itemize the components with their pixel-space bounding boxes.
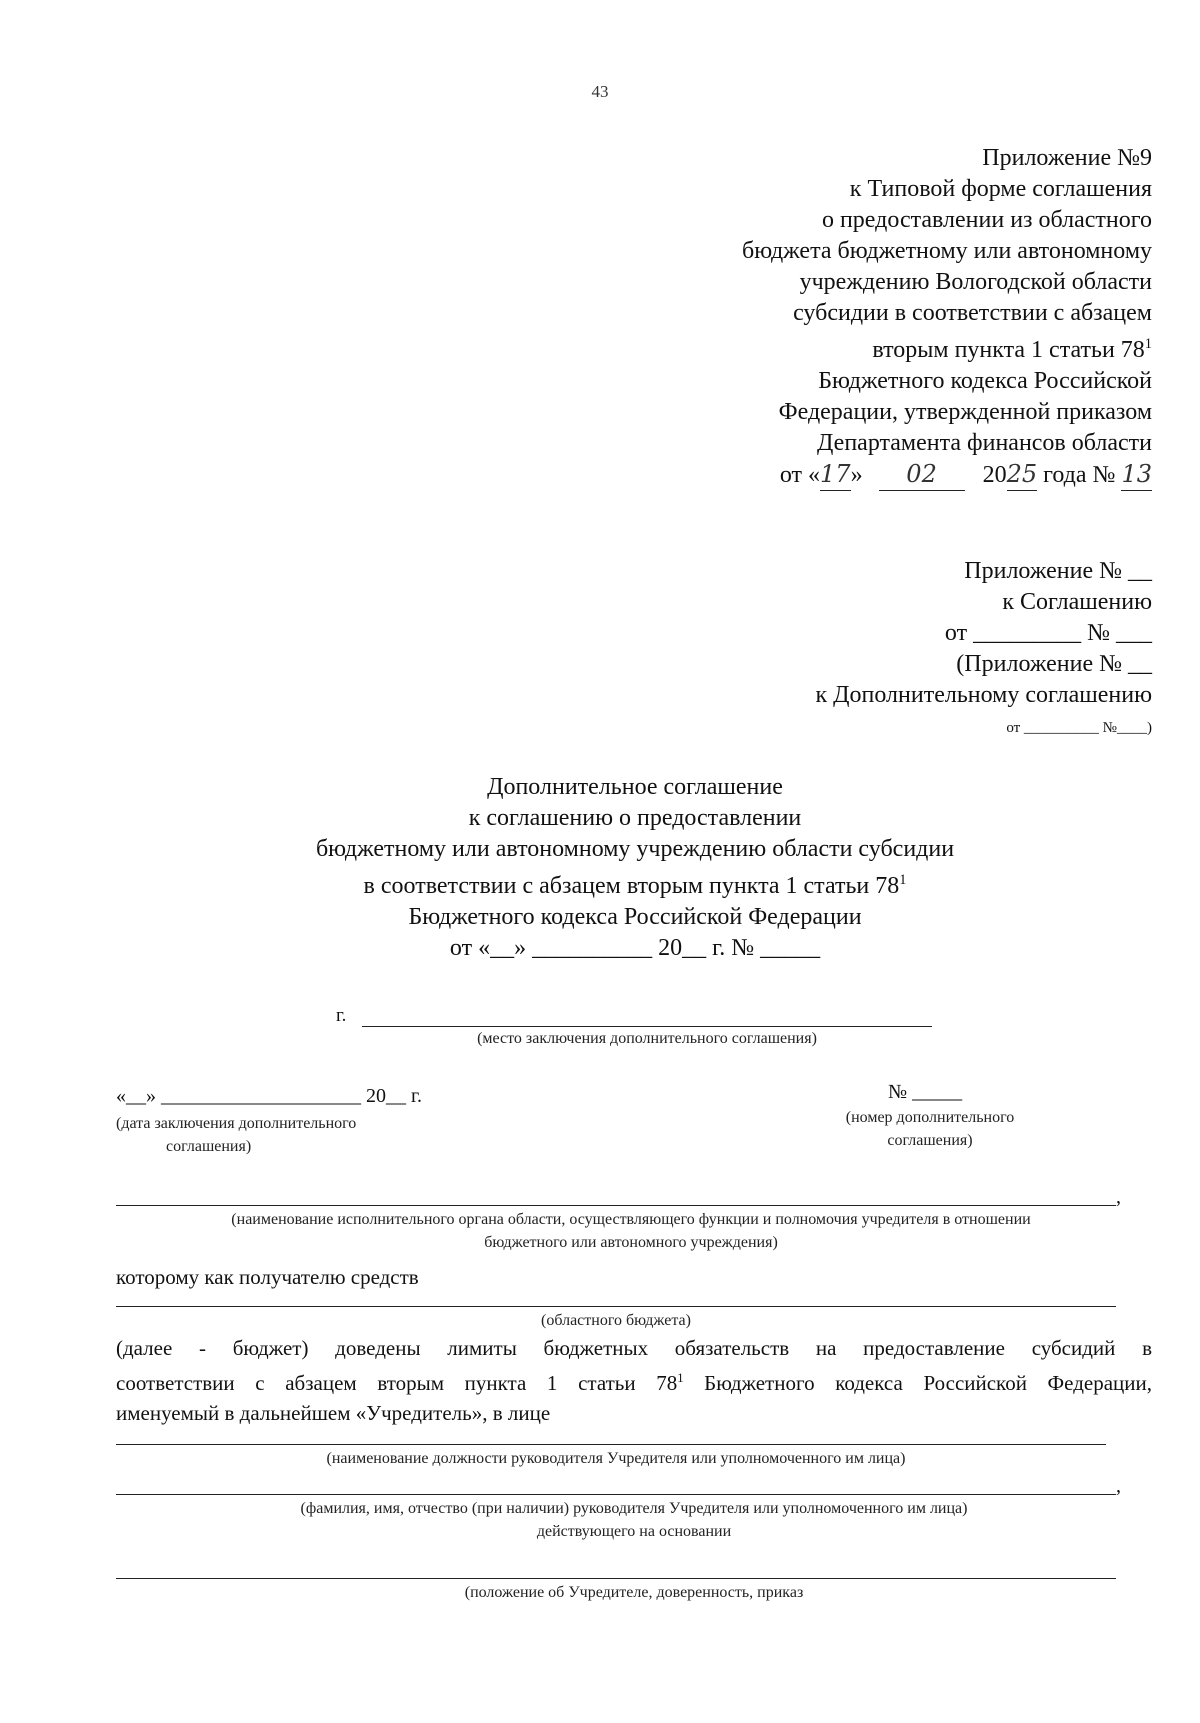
sub-appendix-small-line: от __________ №____) xyxy=(1006,720,1152,736)
place-prefix: г. xyxy=(336,1005,347,1026)
acting-basis: действующего на основании xyxy=(536,1523,732,1540)
position-caption: (наименование должности руководителя Учредителя или уполномоченного им лица) xyxy=(326,1450,906,1467)
place-caption: (место заключения дополнительного соглашения) xyxy=(477,1030,817,1047)
handwritten-year: 25 xyxy=(1007,459,1038,491)
title-line: Дополнительное соглашение xyxy=(487,774,783,800)
paragraph-line-article xyxy=(116,1363,1152,1398)
paragraph-text: соответствии с абзацем вторым пункта 1 статьи 78 xyxy=(116,1371,678,1395)
sub-appendix-line: Приложение № __ xyxy=(964,558,1152,584)
handwritten-order-number: 13 xyxy=(1121,459,1152,491)
agreement-number: № _____ xyxy=(888,1081,963,1103)
name-line xyxy=(116,1494,1116,1495)
superscript: 1 xyxy=(677,1371,684,1385)
budget-line xyxy=(116,1306,1116,1307)
organization-caption: (наименование исполнительного органа области, осуществляющего функции и полномочия учредителя в отношении xyxy=(231,1211,1031,1228)
place-line xyxy=(362,1026,932,1027)
title-line-date: от «__» __________ 20__ г. № _____ xyxy=(449,935,821,961)
order-date-line xyxy=(742,459,1152,491)
handwritten-month: 02 xyxy=(879,459,965,491)
year-prefix: 20 xyxy=(982,462,1007,488)
basis-caption: (положение об Учредителе, доверенность, приказ xyxy=(464,1584,804,1601)
paragraph-line: (далее - бюджет) доведены лимиты бюджетных обязательств на предоставление субсидий в xyxy=(116,1336,1152,1360)
title-line: бюджетному или автономному учреждению области субсидии xyxy=(315,836,955,862)
date-prefix: от « xyxy=(779,462,821,488)
appendix-line: о предоставлении из областного xyxy=(821,207,1152,233)
basis-line xyxy=(116,1578,1116,1579)
sub-appendix-line: к Соглашению xyxy=(1002,589,1152,615)
limits-paragraph xyxy=(116,1333,1152,1428)
date-caption: соглашения) xyxy=(166,1138,252,1155)
date-mid: » xyxy=(850,462,863,488)
appendix-line: Бюджетного кодекса Российской xyxy=(818,368,1152,394)
document-title xyxy=(0,772,1200,964)
agreement-date: «__» ____________________ 20__ г. xyxy=(116,1085,422,1107)
appendix-header xyxy=(742,143,1152,491)
appendix-line-text: вторым пункта 1 статьи 78 xyxy=(872,337,1145,363)
recipient-text: которому как получателю средств xyxy=(116,1265,419,1289)
budget-caption: (областного бюджета) xyxy=(541,1312,691,1329)
title-line: Бюджетного кодекса Российской Федерации xyxy=(408,904,862,930)
appendix-line: Федерации, утвержденной приказом xyxy=(778,399,1152,425)
title-line-text: в соответствии с абзацем вторым пункта 1 статьи 78 xyxy=(363,873,900,899)
name-caption: (фамилия, имя, отчество (при наличии) руководителя Учредителя или уполномоченного им лица) xyxy=(300,1500,968,1517)
superscript: 1 xyxy=(1144,336,1152,352)
comma: , xyxy=(1116,1186,1121,1208)
appendix-line: к Типовой форме соглашения xyxy=(849,176,1152,202)
date-suffix: года № xyxy=(1043,462,1116,488)
appendix-line: Приложение №9 xyxy=(982,145,1152,171)
sub-appendix-line: к Дополнительному соглашению xyxy=(815,682,1152,708)
comma: , xyxy=(1116,1475,1121,1497)
paragraph-line: именуемый в дальнейшем «Учредитель», в лице xyxy=(116,1401,551,1425)
title-line-article xyxy=(0,865,1200,902)
handwritten-day: 17 xyxy=(820,459,851,491)
position-line xyxy=(116,1444,1106,1445)
appendix-line: субсидии в соответствии с абзацем xyxy=(793,300,1152,326)
organization-caption: бюджетного или автономного учреждения) xyxy=(484,1234,778,1251)
page-number: 43 xyxy=(591,82,609,101)
sub-appendix-line: (Приложение № __ xyxy=(956,651,1152,677)
number-caption: (номер дополнительного xyxy=(845,1109,1015,1126)
appendix-line: бюджета бюджетному или автономному xyxy=(742,238,1152,264)
appendix-line: Департамента финансов области xyxy=(817,430,1152,456)
organization-line xyxy=(116,1205,1116,1206)
date-caption: (дата заключения дополнительного xyxy=(116,1115,357,1132)
sub-appendix xyxy=(815,556,1152,711)
appendix-line: учреждению Вологодской области xyxy=(799,269,1152,295)
paragraph-text: Бюджетного кодекса Российской Федерации, xyxy=(683,1371,1152,1395)
number-caption: соглашения) xyxy=(887,1132,973,1149)
appendix-line-article xyxy=(742,329,1152,366)
superscript: 1 xyxy=(899,872,907,888)
sub-appendix-line: от _________ № ___ xyxy=(944,620,1152,646)
title-line: к соглашению о предоставлении xyxy=(468,805,802,831)
